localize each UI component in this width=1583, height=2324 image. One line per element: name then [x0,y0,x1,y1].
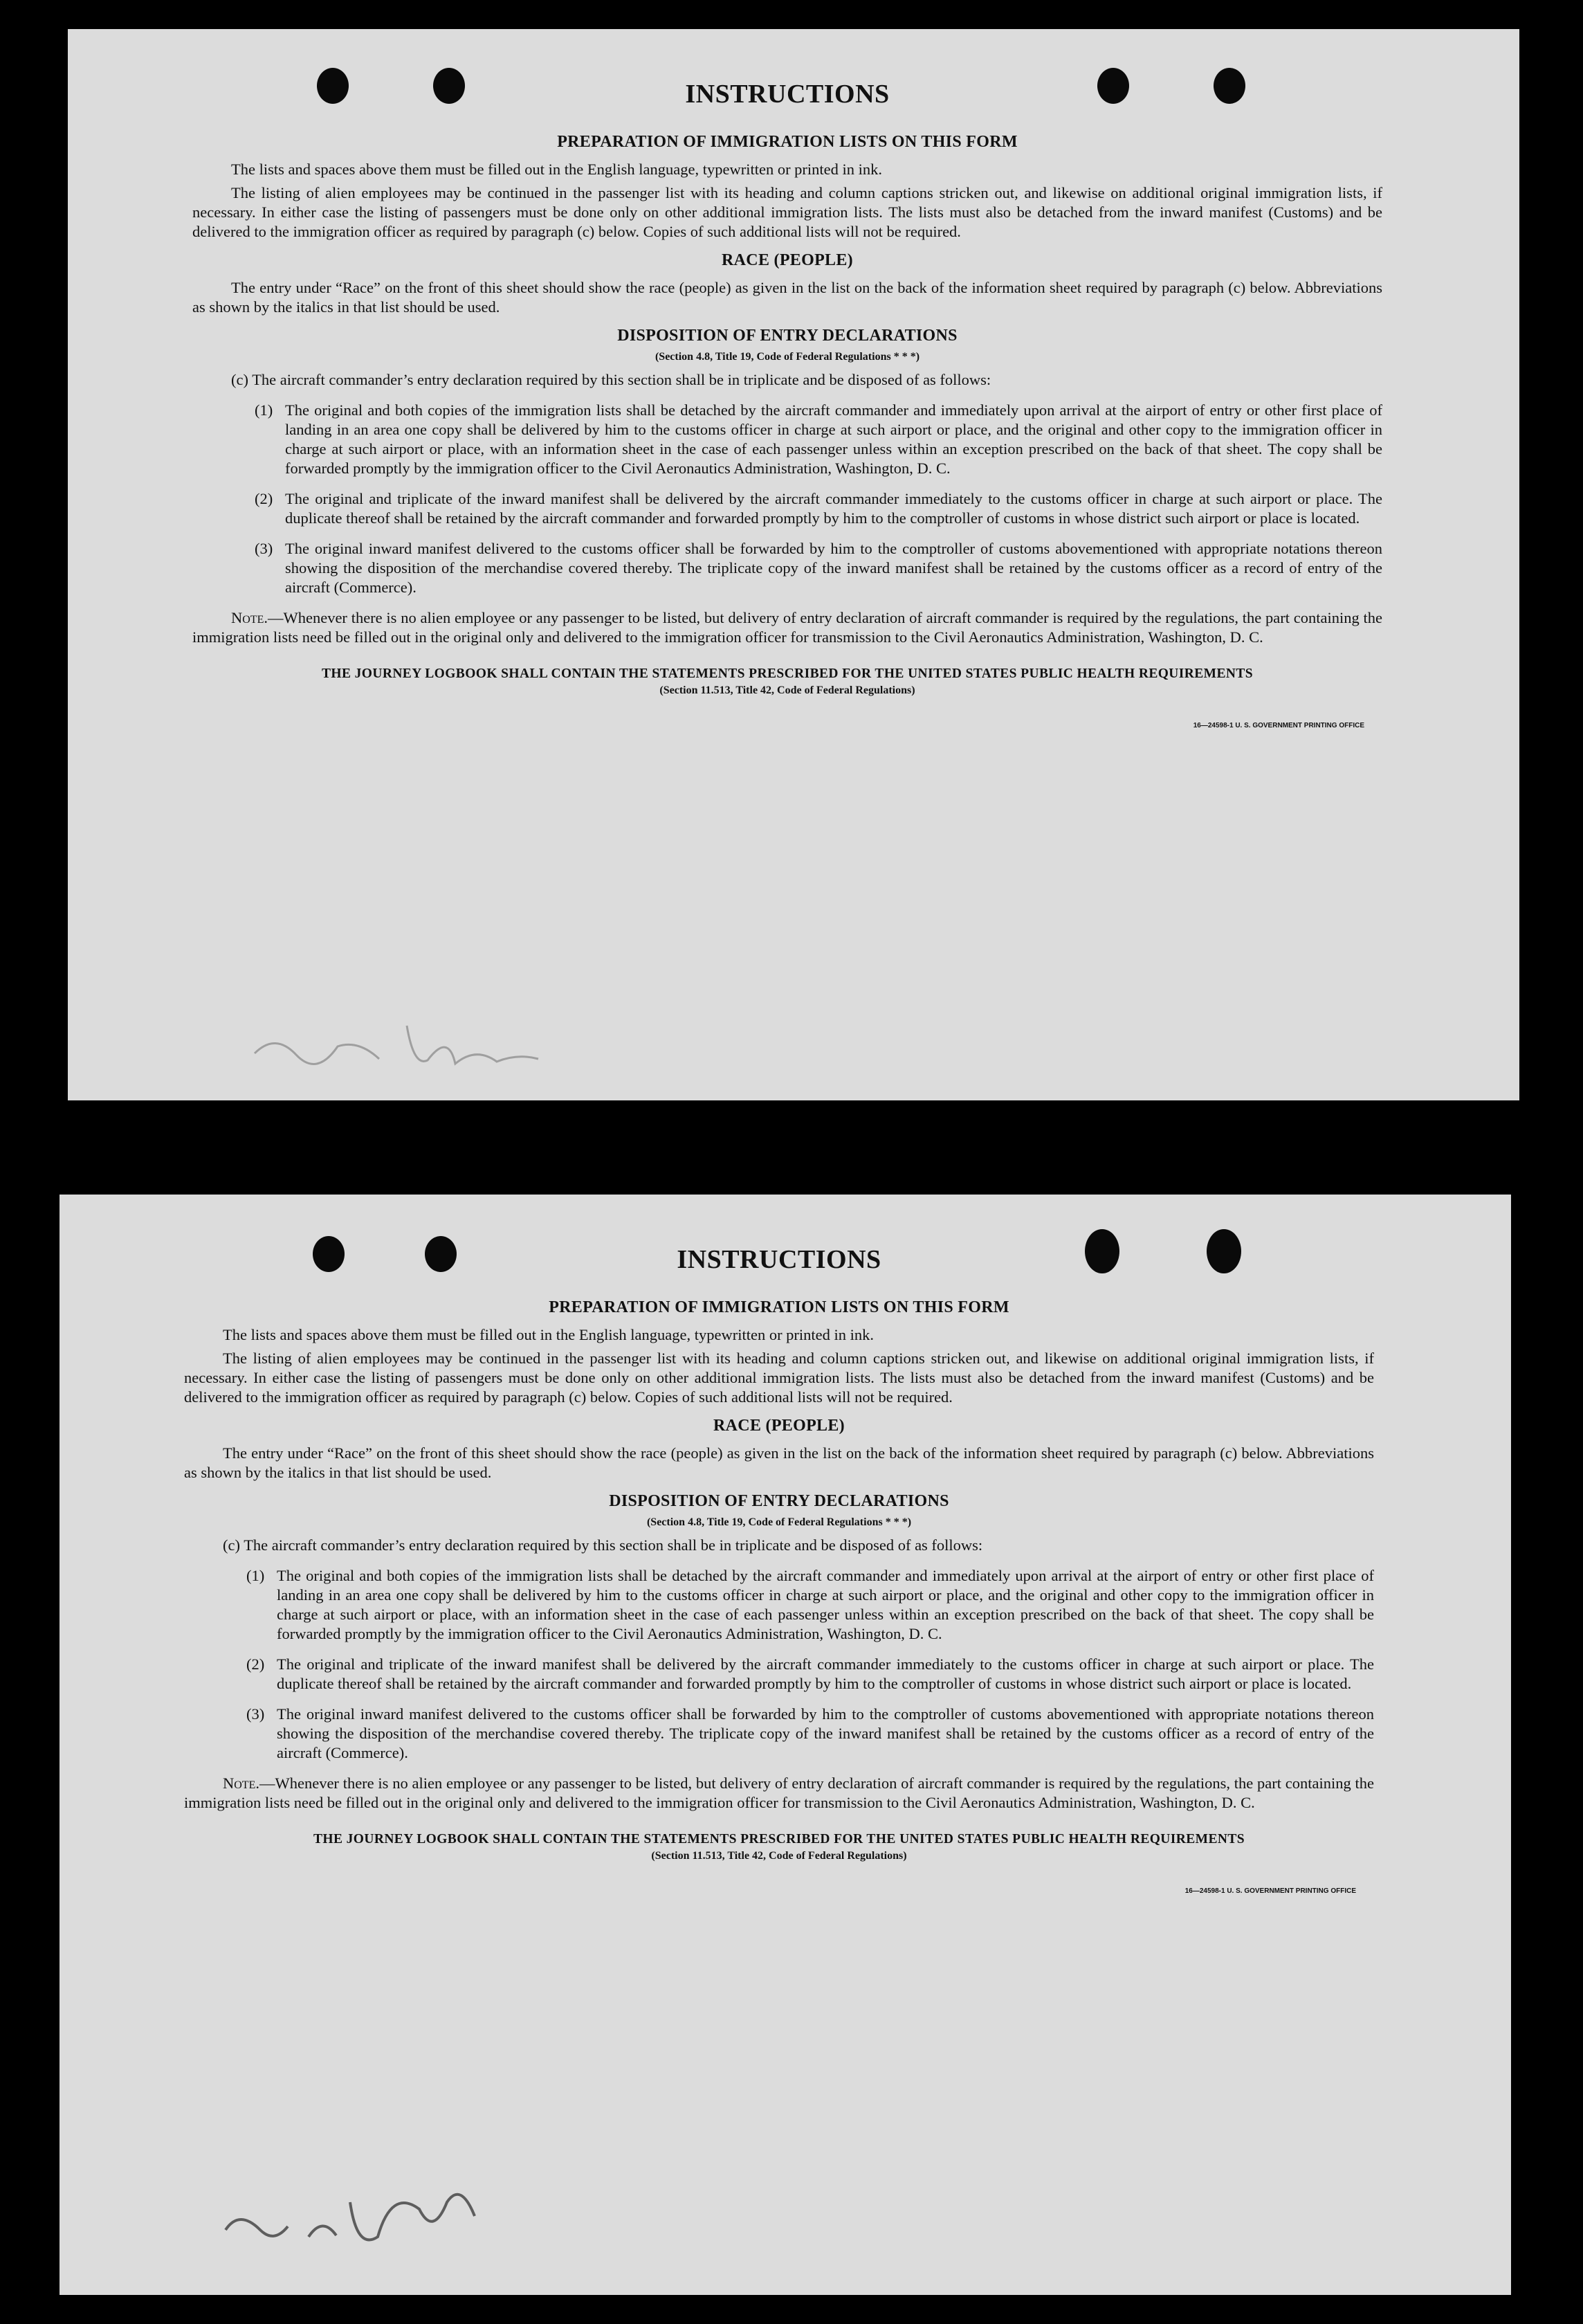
section-heading-race: RACE (PEOPLE) [722,251,853,269]
disposition-citation: (Section 4.8, Title 19, Code of Federal Regulations * * *) [646,1516,912,1528]
logbook-citation: (Section 11.513, Title 42, Code of Federal Regulations) [651,1850,907,1862]
note-paragraph [184,1774,1374,1813]
note-text: —Whenever there is no alien employee or any passenger to be listed, but delivery of entry declaration of aircraft commander is required by the regulations, the part containing the immigration lists need be filled out in the original only and delivered to the immigration officer for transmission to the Civil Aeronautics Administration, Washington, D. C. [184,1774,1374,1811]
immigration-paragraph: The listing of alien employees may be continued in the passenger list with its heading and column captions stricken out, and likewise on additional original immigration lists, if necessary. In either case the listing of passengers must be done only on other additional immigration lists. The lists must also be detached from the inward manifest (Customs) and be delivered to the immigration officer as required by paragraph (c) below. Copies of such additional lists will not be required. [192,184,1382,240]
section-heading-disposition: DISPOSITION OF ENTRY DECLARATIONS [609,1492,949,1510]
race-paragraph: The entry under “Race” on the front of this sheet should show the race (people) as given in the list on the back of the information sheet required by paragraph (c) below. Abbreviations as shown by the italics in that list should be used. [192,279,1382,316]
instructions-content [184,1244,1374,1895]
note-paragraph [192,608,1382,647]
handwritten-signature [212,2161,502,2258]
printing-office-imprint: 16—24598-1 U. S. GOVERNMENT PRINTING OFFICE [1193,722,1364,729]
item-number: (2) [255,490,273,507]
note-label: Note. [231,609,268,626]
logbook-citation: (Section 11.513, Title 42, Code of Federal Regulations) [659,684,915,696]
form-sheet-1 [68,29,1519,1100]
disposition-intro: (c) The aircraft commander’s entry declaration required by this section shall be in triplicate and be disposed of as follows: [231,371,991,388]
item-number: (1) [246,1567,265,1584]
immigration-paragraph: The listing of alien employees may be continued in the passenger list with its heading and column captions stricken out, and likewise on additional original immigration lists, if necessary. In either case the listing of passengers must be done only on other additional immigration lists. The lists must also be detached from the inward manifest (Customs) and be delivered to the immigration officer as required by paragraph (c) below. Copies of such additional lists will not be required. [184,1350,1374,1406]
item-text: The original inward manifest delivered to the customs officer shall be forwarded by him to the comptroller of customs abovementioned with appropriate notations thereon showing the disposition of the merchandise covered thereby. The triplicate copy of the inward manifest shall be retained by the customs officer as a record of entry of the aircraft (Commerce). [285,540,1382,596]
immigration-paragraph: The lists and spaces above them must be filled out in the English language, typewritten or printed in ink. [223,1326,875,1343]
immigration-paragraph: The lists and spaces above them must be filled out in the English language, typewritten or printed in ink. [231,161,883,178]
disposition-citation: (Section 4.8, Title 19, Code of Federal Regulations * * *) [655,351,920,363]
note-label: Note. [223,1774,259,1792]
list-item [246,1705,1374,1763]
section-heading-disposition: DISPOSITION OF ENTRY DECLARATIONS [617,327,958,345]
logbook-statement: THE JOURNEY LOGBOOK SHALL CONTAIN THE STATEMENTS PRESCRIBED FOR THE UNITED STATES PUBLIC HEALTH REQUIREMENTS [321,666,1254,681]
page-title: INSTRUCTIONS [685,80,890,109]
note-text: —Whenever there is no alien employee or any passenger to be listed, but delivery of entry declaration of aircraft commander is required by the regulations, the part containing the immigration lists need be filled out in the original only and delivered to the immigration officer for transmission to the Civil Aeronautics Administration, Washington, D. C. [192,609,1382,646]
item-number: (2) [246,1655,265,1673]
handwritten-signature [248,1005,607,1081]
item-text: The original inward manifest delivered to the customs officer shall be forwarded by him to the comptroller of customs abovementioned with appropriate notations thereon showing the disposition of the merchandise covered thereby. The triplicate copy of the inward manifest shall be retained by the customs officer as a record of entry of the aircraft (Commerce). [277,1705,1374,1761]
form-sheet-2 [60,1195,1511,2295]
list-item [246,1566,1374,1644]
list-item [255,489,1382,528]
list-item [255,539,1382,597]
item-number: (3) [255,540,273,557]
item-number: (3) [246,1705,265,1723]
section-heading-immigration: PREPARATION OF IMMIGRATION LISTS ON THIS FORM [557,133,1018,151]
item-text: The original and triplicate of the inward manifest shall be delivered by the aircraft commander immediately to the customs officer in charge at such airport or place. The duplicate thereof shall be retained by the aircraft commander and forwarded promptly by him to the comptroller of customs in whose district such airport or place is located. [285,490,1382,527]
page-title: INSTRUCTIONS [677,1245,881,1274]
list-item [246,1655,1374,1694]
item-text: The original and both copies of the immigration lists shall be detached by the aircraft commander and immediately upon arrival at the airport of entry or other first place of landing in an area one copy shall be delivered by him to the customs officer in charge at such airport or place, and the original and other copy to the immigration officer in charge at such airport or place, with an information sheet in the case of each passenger unless within an exception prescribed on the back of that sheet. The copy shall be forwarded promptly by the immigration officer to the Civil Aeronautics Administration, Washington, D. C. [277,1567,1374,1642]
section-heading-race: RACE (PEOPLE) [713,1417,845,1435]
printing-office-imprint: 16—24598-1 U. S. GOVERNMENT PRINTING OFFICE [1184,1887,1356,1895]
logbook-statement: THE JOURNEY LOGBOOK SHALL CONTAIN THE STATEMENTS PRESCRIBED FOR THE UNITED STATES PUBLIC HEALTH REQUIREMENTS [313,1832,1245,1846]
item-text: The original and triplicate of the inward manifest shall be delivered by the aircraft commander immediately to the customs officer in charge at such airport or place. The duplicate thereof shall be retained by the aircraft commander and forwarded promptly by him to the comptroller of customs in whose district such airport or place is located. [277,1655,1374,1692]
race-paragraph: The entry under “Race” on the front of this sheet should show the race (people) as given in the list on the back of the information sheet required by paragraph (c) below. Abbreviations as shown by the italics in that list should be used. [184,1444,1374,1481]
section-heading-immigration: PREPARATION OF IMMIGRATION LISTS ON THIS FORM [549,1298,1009,1316]
item-text: The original and both copies of the immigration lists shall be detached by the aircraft commander and immediately upon arrival at the airport of entry or other first place of landing in an area one copy shall be delivered by him to the customs officer in charge at such airport or place, and the original and other copy to the immigration officer in charge at such airport or place, with an information sheet in the case of each passenger unless within an exception prescribed on the back of that sheet. The copy shall be forwarded promptly by the immigration officer to the Civil Aeronautics Administration, Washington, D. C. [285,401,1382,477]
instructions-content [192,79,1382,729]
disposition-intro: (c) The aircraft commander’s entry declaration required by this section shall be in triplicate and be disposed of as follows: [223,1536,983,1554]
list-item [255,401,1382,478]
item-number: (1) [255,401,273,419]
